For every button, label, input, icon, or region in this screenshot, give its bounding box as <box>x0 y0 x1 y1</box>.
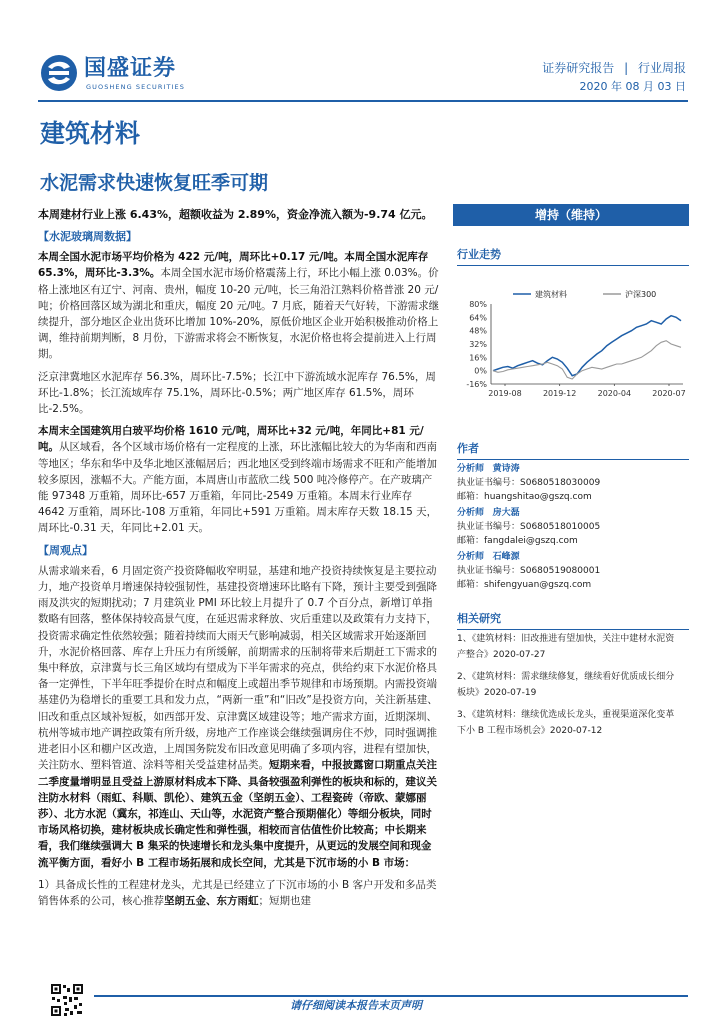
y-tick-label: 32% <box>469 340 487 349</box>
paragraph-recommend-bold: 坚朗五金、东方雨虹 <box>164 894 259 907</box>
logo <box>40 52 190 96</box>
paragraph-view <box>38 563 440 871</box>
legend-label: 建筑材料 <box>535 290 567 299</box>
report-kind: 行业周报 <box>637 61 686 75</box>
paragraph-recommend <box>38 877 440 909</box>
related-item-line1: 3、《建筑材料：继续优选成长龙头，重视渠道深化变革 <box>457 710 675 720</box>
author-block <box>457 506 689 548</box>
x-tick-label: 2019-12 <box>542 389 577 398</box>
report-type: 证券研究报告 <box>542 61 615 75</box>
author-email-label: 邮箱： <box>457 580 485 590</box>
paragraph-cement-price <box>38 249 440 362</box>
author-role: 分析师 <box>457 508 485 518</box>
author-role-line <box>457 462 689 476</box>
authors-list <box>457 462 689 592</box>
y-tick-label: 48% <box>469 326 487 336</box>
paragraph-cement-inventory: 泛京津冀地区水泥库存 56.3%，周环比-7.5%；长江中下游流域水泥库存 76.5%，周环比-1.8%；长江流域库存 75.1%，周环比-0.5%；两广地区库存 61.5%，周环比-2.5%。 <box>38 370 436 416</box>
author-cert: S0680519080001 <box>520 566 601 576</box>
author-role: 分析师 <box>457 552 485 562</box>
rating-banner: 增持（维持） <box>453 204 689 226</box>
logo-text-en: GUOSHENG SECURITIES <box>86 83 185 91</box>
paragraph-glass-bold: 本周末全国建筑用白玻平均价格 1610 元/吨，周环比+32 元/吨，年同比+81 元/吨。 <box>38 425 424 454</box>
author-email-line <box>457 490 689 504</box>
paragraph-cement-price-bold: 本周全国水泥市场平均价格为 422 元/吨，周环比+0.17 元/吨。本周全国水泥库存 65.3%，周环比-3.3%。 <box>38 251 429 280</box>
related-item-line2: 板块》2020-07-19 <box>457 687 537 698</box>
trend-chart <box>453 286 689 402</box>
x-tick-label: 2020-07 <box>652 389 686 398</box>
related-item-line1: 1、《建筑材料：旧改推进有望加快，关注中建材水泥资 <box>457 634 675 644</box>
qr-code-icon <box>50 983 84 1017</box>
related-title: 相关研究 <box>457 611 689 630</box>
y-tick-label: -16% <box>466 380 487 389</box>
trend-title: 行业走势 <box>457 247 689 266</box>
legend-label: 沪深300 <box>625 290 657 299</box>
related-item-line2: 下小 B 工程市场机会》2020-07-12 <box>457 725 603 736</box>
author-name: 黄诗涛 <box>492 464 520 474</box>
author-email-label: 邮箱： <box>457 536 485 546</box>
series-line-csi300 <box>493 341 681 379</box>
author-cert: S0680518010005 <box>520 522 601 532</box>
main-column <box>38 207 440 909</box>
header-rule <box>38 100 688 102</box>
footer-rule <box>94 995 688 997</box>
header-separator: | <box>624 61 629 75</box>
author-cert-line <box>457 520 689 534</box>
related-list <box>457 632 691 739</box>
x-tick-label: 2020-04 <box>597 389 632 398</box>
paragraph-cement-price-text: 本周全国水泥市场价格震荡上行，环比小幅上涨 0.03%。价格上涨地区有辽宁、河南、贵州，幅度 10-20 元/吨，长三角沿江熟料价格普涨 20 元/吨；价格回落区域为湖北和重庆，幅度 20 元/吨。7 月底，随着天气好转，下游需求继续提升，部分地区企业出货环比增加 10%-20%，原低价地区企业开始积极推动价格上调，维持前期判断，8 月份，下游需求将会不断恢复，水泥价格也将会提前进入上行周期。 <box>38 267 440 361</box>
paragraph-glass <box>38 423 440 536</box>
paragraph-recommend-start: 1）具备成长性的工程建材龙头，尤其是已经建立了下沉市场的小 B 客户开发和多品类销售体系的公司，核心推荐 <box>38 878 437 907</box>
author-name: 房大磊 <box>492 508 520 518</box>
author-cert-label: 执业证书编号： <box>457 478 521 488</box>
authors-title: 作者 <box>457 441 689 460</box>
paragraph-view-bold: 短期来看，中报披露窗口期重点关注二季度量增明显且受益上游原材料成本下降、具备较强盈利弹性的板块和标的，建议关注防水材料（雨虹、科顺、凯伦）、建筑五金（坚朗五金）、工程瓷砖（帝欧、蒙娜丽莎）、北方水泥（冀东，祁连山、天山等，水泥资产整合预期催化）等细分板块，同时市场风格切换，建材板块成长确定性和弹性强，相较而言估值性价比较高；中长期来看，我们继续强调大 B 集采的快速增长和龙头集中度提升，从更远的发展空间和现金流平衡方面，看好小 B 工程市场拓展和成长空间，尤其是下沉市场的小 B 市场： <box>38 759 437 869</box>
y-tick-label: 64% <box>469 313 487 323</box>
qr-code <box>50 983 84 1017</box>
y-tick-label: 16% <box>469 353 487 363</box>
author-role-line <box>457 550 689 564</box>
author-email-line <box>457 578 689 592</box>
author-cert-label: 执业证书编号： <box>457 566 521 576</box>
author-block <box>457 462 689 504</box>
related-item[interactable] <box>457 670 691 701</box>
section-title-data: 【水泥玻璃周数据】 <box>38 230 137 243</box>
logo-mark-icon <box>40 54 78 92</box>
y-tick-label: 80% <box>469 300 487 309</box>
author-role-line <box>457 506 689 520</box>
paragraph-view-text: 从需求端来看，6 月固定资产投资降幅收窄明显，基建和地产投资持续恢复是主要拉动力，地产投资单月增速保持较强韧性，基建投资增速环比略有下降，预计主要受到强降雨及洪灾的短期扰动；7 月建筑业 PMI 环比较上月提升了 0.7 个百分点，新增订单指数略有回落，整体保持较高景气度，在延迟需求释放、灾后重建以及政策有力支持下，投资需求确定性依然较强；随着持续而大雨天气影响减弱，相关区域需求开始逐渐回升，水泥价格回落、库存上升压力有所缓解，前期需求的压制将带来后期赶工下需求的集中释放，京津冀与长三角区域均有望成为下半年需求的亮点，供给约束下水泥价格具备一定弹性，下半年旺季提价在时点和幅度上或超出季节规律和市场预期。内需投资端基建仍为稳增长的重要工具和发力点，“两新一重”和“旧改”是投资方向，关注新基建、旧改和重点区域补短板，如西部开发、京津冀区域建设等；地产需求方面，近期深圳、杭州等城市地产调控政策有所升级，房地产工作座谈会继续强调房住不炒，同时强调推进老旧小区和棚户区改造，上周国务院发布旧改意见明确了多项内容，进程有望加快，关注防水、塑料管道、涂料等相关受益建材品类。 <box>38 564 438 772</box>
author-block <box>457 550 689 592</box>
author-email[interactable]: shifengyuan@gszq.com <box>484 580 592 590</box>
author-role: 分析师 <box>457 464 485 474</box>
x-tick-label: 2019-08 <box>488 389 522 398</box>
author-email-line <box>457 534 689 548</box>
summary: 本周建材行业上涨 6.43%，超额收益为 2.89%，资金净流入额为-9.74 亿元。 <box>38 208 433 221</box>
trend-chart-svg <box>453 286 689 402</box>
footer-disclaimer: 请仔细阅读本报告末页声明 <box>290 999 422 1012</box>
author-email[interactable]: huangshitao@gszq.com <box>484 492 592 502</box>
y-tick-label: 0% <box>474 366 487 376</box>
related-item[interactable] <box>457 632 691 663</box>
report-type-line <box>542 60 686 76</box>
related-item[interactable] <box>457 708 691 739</box>
author-email[interactable]: fangdalei@gszq.com <box>484 536 578 546</box>
related-item-line1: 2、《建筑材料：需求继续修复，继续看好优质成长细分 <box>457 672 675 682</box>
industry-title: 建筑材料 <box>40 119 141 148</box>
report-date: 2020 年 08 月 03 日 <box>579 80 686 93</box>
related-item-line2: 产整合》2020-07-27 <box>457 649 546 660</box>
author-cert-label: 执业证书编号： <box>457 522 521 532</box>
logo-text-cn: 国盛证券 <box>84 56 177 81</box>
paragraph-glass-text: 从区域看，各个区域市场价格有一定程度的上涨，环比涨幅比较大的为华南和西南等地区；华东和华中及华北地区涨幅居后；西北地区受到终端市场需求不旺和产能增加较多原因，涨幅不大。产能方面，本周唐山市蓝欣二线 500 吨冷修停产。在产玻璃产能 97348 万重箱，周环比-657 万重箱，年同比-2549 万重箱。本周末行业库存 4642 万重箱，周环比-108 万重箱，年同比+591 万重箱。周末库存天数 18.15 天，周环比-0.31 天，年同比+2.01 天。 <box>38 441 438 535</box>
series-line-building-materials <box>493 316 681 376</box>
author-cert-line <box>457 476 689 490</box>
paragraph-recommend-end: ；短期也建 <box>258 894 311 907</box>
report-title: 水泥需求快速恢复旺季可期 <box>40 172 269 194</box>
author-email-label: 邮箱： <box>457 492 485 502</box>
author-cert-line <box>457 564 689 578</box>
section-title-view: 【周观点】 <box>38 543 93 557</box>
author-cert: S0680518030009 <box>520 478 601 488</box>
author-name: 石峰源 <box>492 552 520 562</box>
